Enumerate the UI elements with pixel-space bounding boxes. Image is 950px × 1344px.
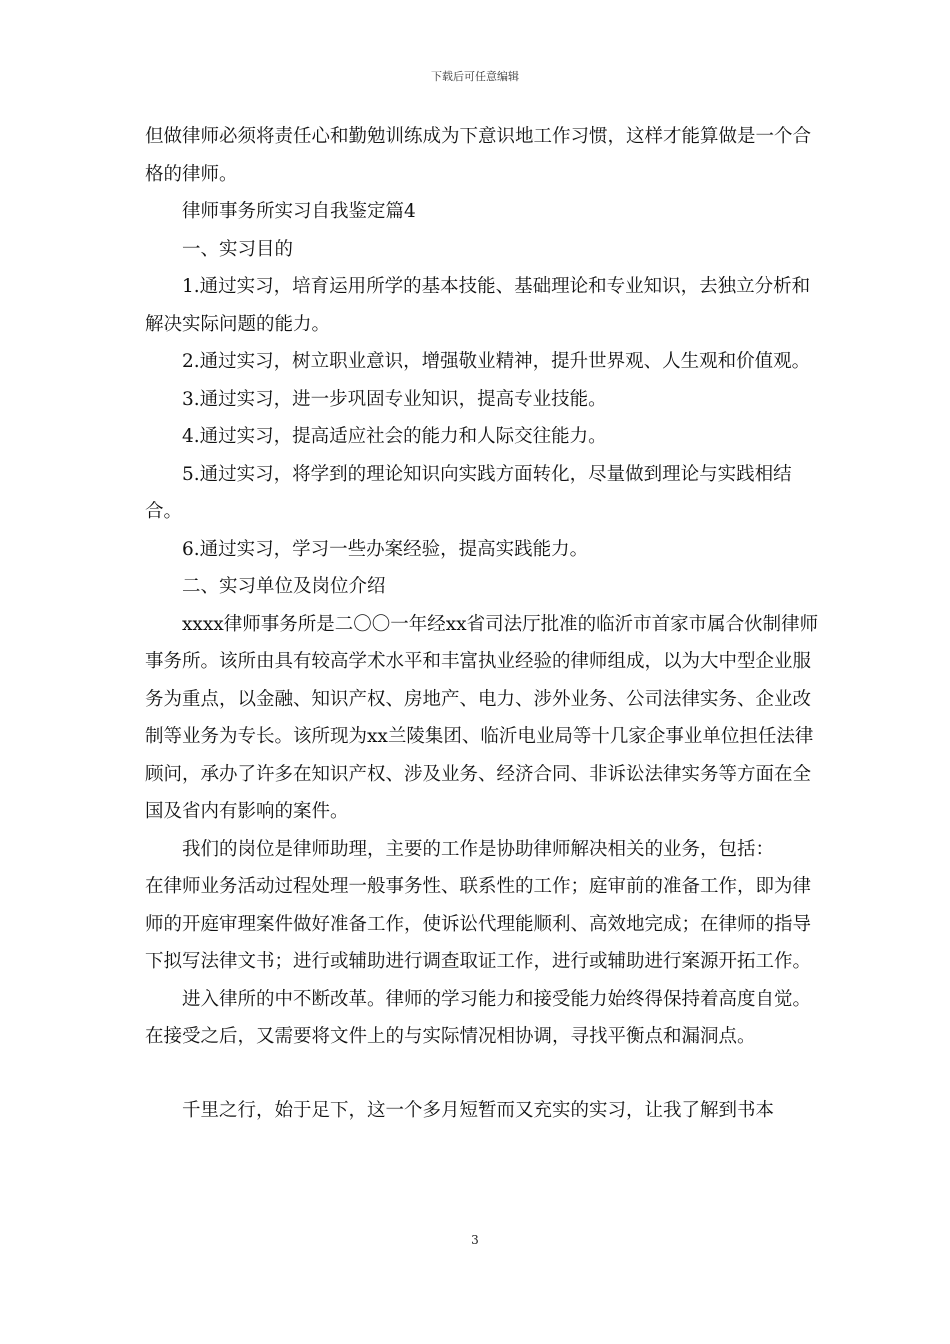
paragraph: 千里之行，始于足下，这一个多月短暂而又充实的实习，让我了解到书本 [182,1099,775,1121]
paragraph: xxxx律师事务所是二〇〇一年经xx省司法厅批准的临沂市首家市属合伙制律师事务所。该所由具有较高学术水平和丰富执业经验的律师组成，以为大中型企业服务为重点，以金融、知识产权、房地产、电力、涉外业务、公司法律实务、企业改制等业务为专长。该所现为xx兰陵集团、临沂电业局等十几家企事业单位担任法律顾问，承办了许多在知识产权、涉及业务、经济合同、非诉讼法律实务等方面在全国及省内有影响的案件。 [145,613,819,822]
paragraph: 在律师业务活动过程处理一般事务性、联系性的工作；庭审前的准备工作，即为律师的开庭审理案件做好准备工作，使诉讼代理能顺利、高效地完成；在律师的指导下拟写法律文书；进行或辅助进行调查取证工作，进行或辅助进行案源开拓工作。 [145,876,812,972]
document-body [145,118,825,1129]
paragraph: 进入律所的中不断改革。律师的学习能力和接受能力始终得保持着高度自觉。在接受之后，又需要将文件上的与实际情况相协调，寻找平衡点和漏洞点。 [145,988,812,1047]
page-number: 3 [471,1233,479,1247]
list-item: 3.通过实习，进一步巩固专业知识，提高专业技能。 [182,388,607,410]
paragraph: 但做律师必须将责任心和勤勉训练成为下意识地工作习惯，这样才能算做是一个合格的律师。 [145,126,812,185]
list-item: 1.通过实习，培育运用所学的基本技能、基础理论和专业知识，去独立分析和解决实际问题的能力。 [145,276,811,335]
list-item: 6.通过实习，学习一些办案经验，提高实践能力。 [182,538,589,560]
list-item: 2.通过实习，树立职业意识，增强敬业精神，提升世界观、人生观和价值观。 [182,351,811,372]
paragraph-gap [145,1056,825,1092]
section-heading: 一、实习目的 [182,238,294,260]
list-item: 5.通过实习，将学到的理论知识向实践方面转化，尽量做到理论与实践相结合。 [145,463,792,522]
page-header: 下载后可任意编辑 [431,70,519,83]
paragraph: 我们的岗位是律师助理，主要的工作是协助律师解决相关的业务，包括： [182,838,775,860]
list-item: 4.通过实习，提高适应社会的能力和人际交往能力。 [182,426,607,447]
section-title: 律师事务所实习自我鉴定篇4 [182,201,416,222]
section-heading: 二、实习单位及岗位介绍 [182,576,386,597]
